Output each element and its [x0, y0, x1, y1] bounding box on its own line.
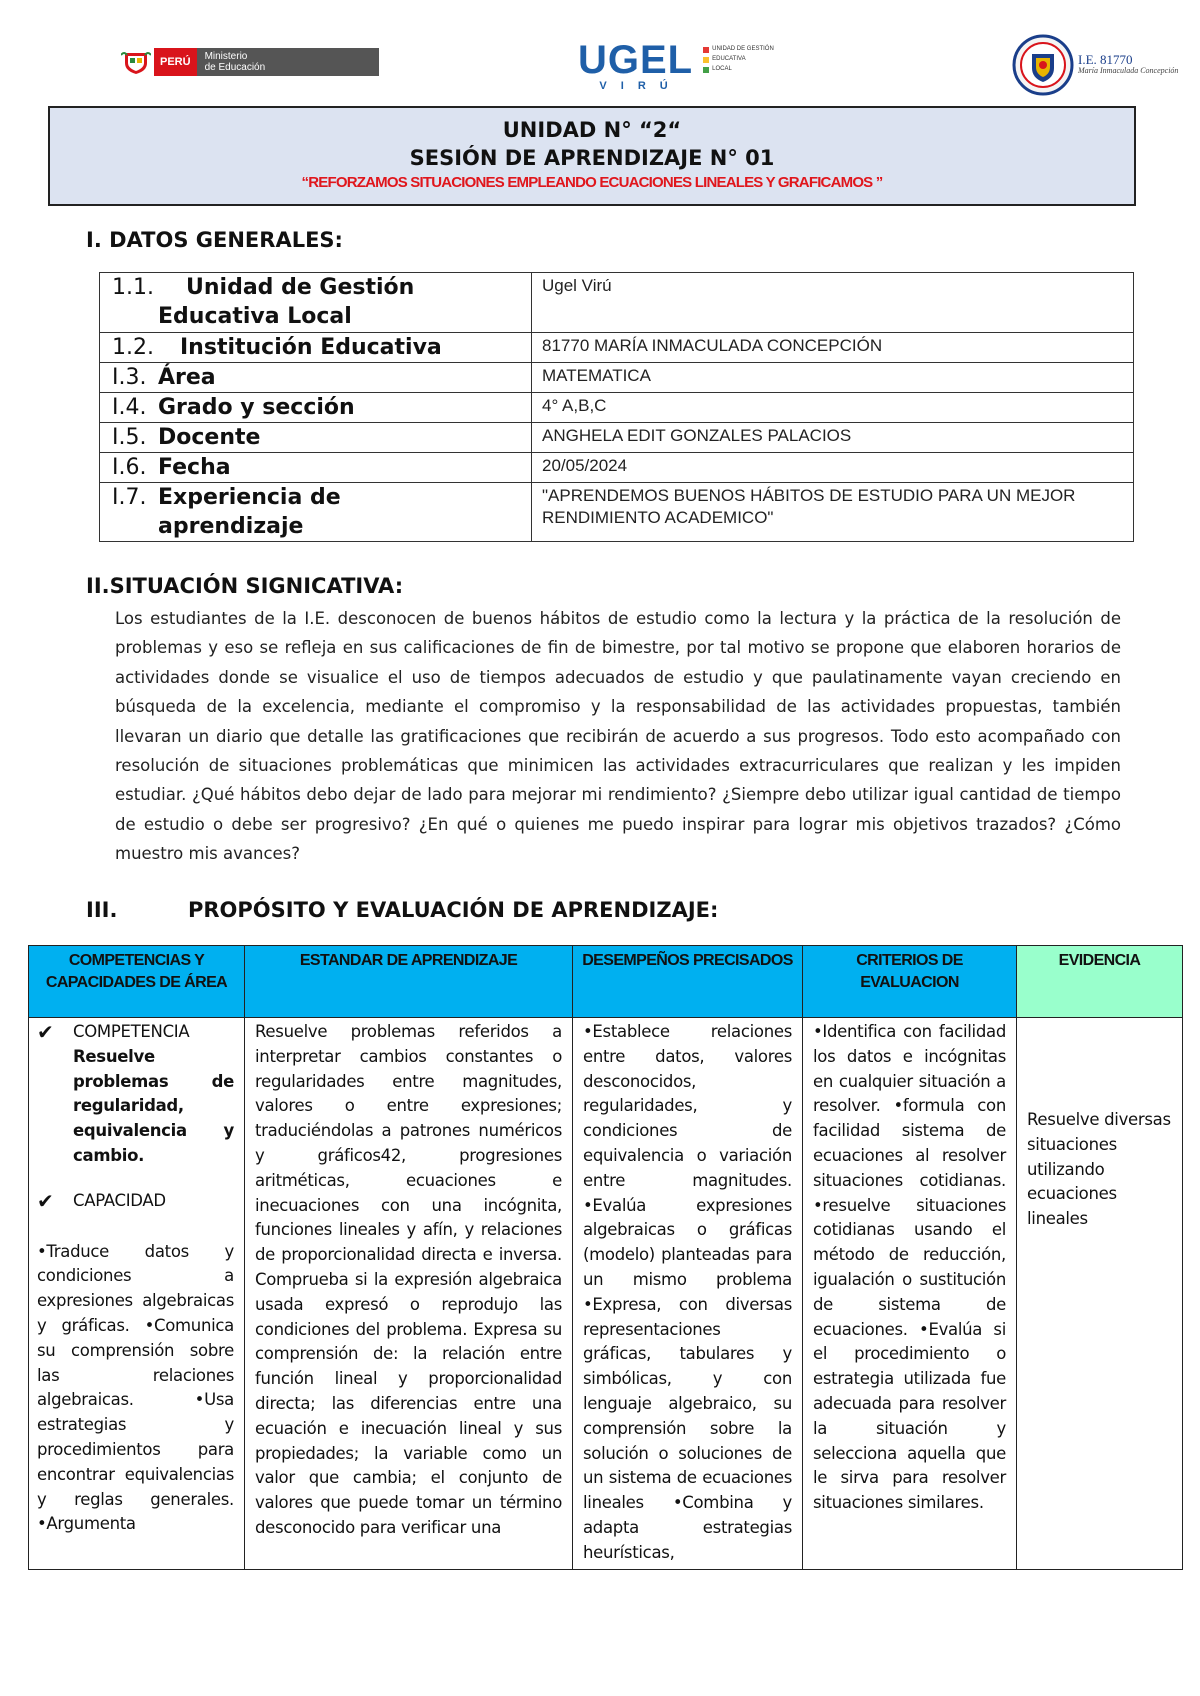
cell-desempenos: •Establece relaciones entre datos, valores desconocidos, regularidades, y condiciones de equivalencia o variación entre magnitudes. •Evalúa expresiones algebraicas o gráficas (modelo) planteadas para un mismo problema •Expresa, con diversas representaciones gráficas, tabulares y simbólicas, y con lenguaje algebraico, su comprensión sobre la solución o soluciones de un sistema de ecuaciones lineales •Combina y adapta estrategias heurísticas,	[573, 1018, 803, 1570]
table-row	[100, 453, 1134, 483]
check-icon: ✔	[37, 1020, 54, 1044]
check-icon: ✔	[37, 1188, 54, 1213]
ugel-line-3: LOCAL	[703, 66, 774, 73]
ie-name: I.E. 81770	[1078, 52, 1133, 67]
proposito-table	[28, 945, 1183, 1570]
minedu-logo	[118, 48, 379, 76]
dg-value-docente: ANGHELA EDIT GONZALES PALACIOS	[532, 423, 1134, 453]
dg-value-fecha: 20/05/2024	[532, 453, 1134, 483]
dg-label-institucion: 1.2. Institución Educativa	[100, 333, 532, 363]
datos-generales-table	[99, 272, 1134, 542]
evidencia-text: Resuelve diversas situaciones utilizando ecuaciones lineales	[1027, 1110, 1171, 1229]
dg-label-grado: I.4. Grado y sección	[100, 393, 532, 423]
header-desempenos: DESEMPEÑOS PRECISADOS	[573, 946, 803, 1018]
cell-competencias	[29, 1018, 245, 1570]
ie-logo	[1012, 32, 1178, 98]
table-row	[100, 393, 1134, 423]
ugel-line-2: EDUCATIVA	[703, 56, 774, 63]
session-subtitle: “REFORZAMOS SITUACIONES EMPLEANDO ECUACIONES LINEALES Y GRAFICAMOS ”	[301, 174, 883, 191]
title-box	[48, 106, 1136, 206]
dg-value-area: MATEMATICA	[532, 363, 1134, 393]
cell-estandar: Resuelve problemas referidos a interpretar cambios constantes o regularidades entre magnitudes, valores o entre expresiones; traduciéndolas a patrones numéricos y gráficos42, progresiones aritméticas, ecuaciones e inecuaciones con una incógnita, funciones lineales y afín, y relaciones de proporcionalidad directa e inversa. Comprueba si la expresión algebraica usada expresó o reprodujo las condiciones del problema. Expresa su comprensión de: la relación entre función lineal y proporcionalidad directa; las diferencias entre una ecuación e inecuación lineal y sus propiedades; la variable como un valor que cambia; el conjunto de valores que puede tomar un término desconocido para verificar una	[245, 1018, 573, 1570]
ie-seal-icon	[1012, 34, 1074, 96]
table-row	[100, 273, 1134, 333]
section-situacion: II.SITUACIÓN SIGNICATIVA:	[86, 574, 404, 598]
competencia-name: Resuelve problemas de regularidad, equivalencia y cambio.	[73, 1046, 234, 1165]
ministerio-line2: de Educación	[204, 62, 266, 73]
peru-shield-icon	[118, 48, 154, 76]
header-criterios: CRITERIOS DE EVALUACION	[803, 946, 1017, 1018]
situacion-paragraph: Los estudiantes de la I.E. desconocen de buenos hábitos de estudio como la lectura y la práctica de la resolución de problemas y eso se refleja en sus calificaciones de fin de bimestre, por tal motivo se propone que elaboren horarios de actividades donde se visualice el uso de tiempos adecuados de estudio y que paulatinamente vayan creciendo en búsqueda de la excelencia, mediante el compromiso y la responsabilidad de las actividades propuestas, también llevaran un diario que detalle las gratificaciones que recibirán de acuerdo a sus progresos. Todo esto acompañado con resolución de situaciones problemáticas que minimicen las actividades extracurriculares que realizan y les impiden estudiar. ¿Qué hábitos debo dejar de lado para mejorar mi rendimiento? ¿Siempre debo utilizar igual cantidad de tiempo de estudio o debe ser progresivo? ¿En qué o quienes me puedo inspirar para lograr mis objetivos trazados? ¿Cómo muestro mis avances?	[115, 609, 1121, 864]
table-header-row	[29, 946, 1183, 1018]
table-row	[100, 423, 1134, 453]
header-estandar: ESTANDAR DE APRENDIZAJE	[245, 946, 573, 1018]
ministerio-line1: Ministerio	[204, 51, 248, 62]
table-row	[29, 1018, 1183, 1570]
dg-label-ugel: 1.1. Unidad de Gestión Educativa Local	[100, 273, 532, 333]
cell-evidencia	[1017, 1018, 1183, 1570]
dg-value-grado: 4° A,B,C	[532, 393, 1134, 423]
section-datos-generales: I. DATOS GENERALES:	[86, 228, 343, 252]
ie-motto: María Inmaculada Concepción	[1078, 66, 1179, 75]
peru-label: PERÚ	[154, 48, 197, 76]
competencia-label: COMPETENCIA	[73, 1022, 190, 1041]
table-row	[100, 333, 1134, 363]
ugel-wordmark: UGEL	[578, 38, 694, 82]
dg-label-docente: I.5. Docente	[100, 423, 532, 453]
session-title: SESIÓN DE APRENDIZAJE N° 01	[409, 146, 775, 170]
dg-value-institucion: 81770 MARÍA INMACULADA CONCEPCIÓN	[532, 333, 1134, 363]
section-proposito-num: III.	[86, 898, 118, 922]
ministerio-label	[197, 48, 379, 76]
dg-value-experiencia: "APRENDEMOS BUENOS HÁBITOS DE ESTUDIO PARA UN MEJOR RENDIMIENTO ACADEMICO"	[532, 483, 1134, 542]
dg-label-experiencia: I.7. Experiencia de aprendizaje	[100, 483, 532, 542]
table-row	[100, 363, 1134, 393]
ugel-line-1: UNIDAD DE GESTIÓN	[703, 46, 774, 53]
header-competencias: COMPETENCIAS Y CAPACIDADES DE ÁREA	[29, 946, 245, 1018]
unit-title: UNIDAD N° “2“	[502, 118, 682, 142]
ugel-logo	[578, 40, 774, 90]
dg-value-ugel: Ugel Virú	[532, 273, 1134, 333]
capacidad-label: CAPACIDAD	[73, 1190, 166, 1210]
table-row	[100, 483, 1134, 542]
header-evidencia: EVIDENCIA	[1017, 946, 1183, 1018]
dg-label-fecha: I.6. Fecha	[100, 453, 532, 483]
header-logos	[0, 40, 1200, 100]
capacidades-list: •Traduce datos y condiciones a expresiones algebraicas y gráficas. •Comunica su comprensión sobre las relaciones algebraicas. •Usa estrategias y procedimientos para encontrar equivalencias y reglas generales. •Argumenta	[37, 1241, 234, 1534]
ugel-subtitle: VIRÚ	[599, 80, 682, 92]
cell-criterios: •Identifica con facilidad los datos e incógnitas en cualquier situación a resolver. •formula con facilidad sistema de ecuaciones al resolver situaciones cotidianas. •resuelve situaciones cotidianas usando el método de reducción, igualación o sustitución de sistema de ecuaciones. •Evalúa si el procedimiento o estrategia utilizada fue adecuada para resolver la situación y selecciona aquella que le sirva para resolver situaciones similares.	[803, 1018, 1017, 1570]
dg-label-area: I.3. Área	[100, 363, 532, 393]
section-proposito: PROPÓSITO Y EVALUACIÓN DE APRENDIZAJE:	[188, 898, 719, 922]
